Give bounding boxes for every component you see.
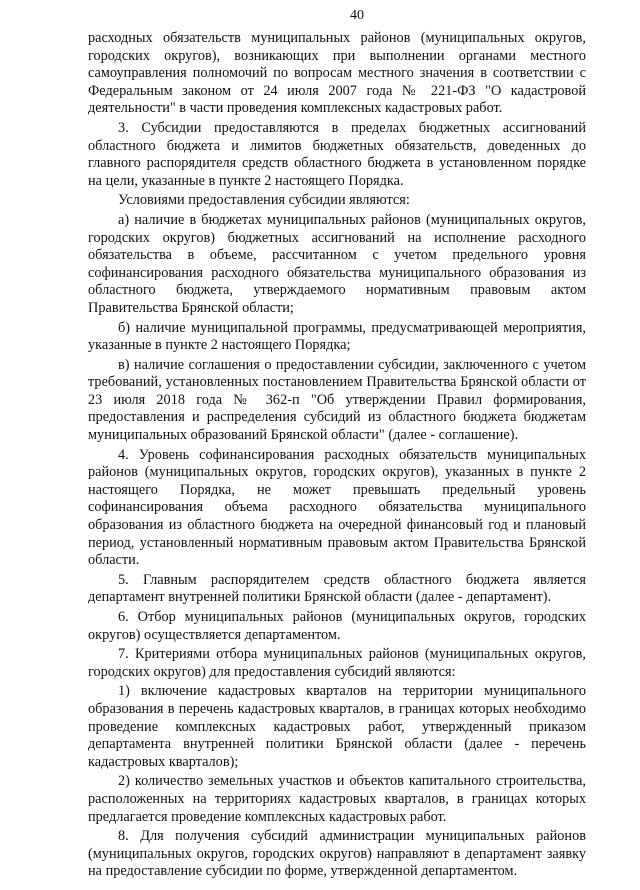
paragraph-item-6: 6. Отбор муниципальных районов (муниципальных округов, городских округов) осуществляется департаментом.: [88, 609, 586, 643]
page-number: 40: [350, 8, 364, 23]
paragraph-item-7: 7. Критериями отбора муниципальных районов (муниципальных округов, городских округов) для предоставления субсидий являются:: [88, 646, 586, 680]
paragraph-condition-b: б) наличие муниципальной программы, предусматривающей мероприятия, указанные в пункте 2 настоящего Порядка;: [88, 319, 586, 354]
paragraph-item-4: 4. Уровень софинансирования расходных обязательств муниципальных районов (муниципальных округов, городских округов), указанных в пункте 2 настоящего Порядка, не может превышать предельный уровень софинансирования объема расходного обязательства муниципального образования из областного бюджета на очередной финансовый год и плановый период, установленный нормативным правовым актом Правительства Брянской области.: [88, 446, 586, 569]
paragraph-item-3: 3. Субсидии предоставляются в пределах бюджетных ассигнований областного бюджета и лимитов бюджетных обязательств, доведенных до главного распорядителя средств областного бюджета в установленном порядке на цели, указанные в пункте 2 настоящего Порядка.: [88, 119, 586, 189]
paragraph-continuation: расходных обязательств муниципальных районов (муниципальных округов, городских округов), возникающих при выполнении органами местного самоуправления полномочий по вопросам местного значения в соответствии с Федеральным законом от 24 июля 2007 года № 221-ФЗ "О кадастровой деятельности" в части проведения комплексных кадастровых работ.: [88, 30, 586, 117]
paragraph-condition-v: в) наличие соглашения о предоставлении субсидии, заключенного с учетом требований, установленных постановлением Правительства Брянской области от 23 июля 2018 года № 362-п "Об утверждении Правил формирования, предоставления и распределения субсидий из областного бюджета бюджетам муниципальных образований Брянской области" (далее - соглашение).: [88, 356, 586, 444]
paragraph-criterion-2: 2) количество земельных участков и объектов капитального строительства, расположенных на территориях кадастровых кварталов, в границах которых предлагается проведение комплексных кадастровых работ.: [88, 773, 586, 825]
paragraph-criterion-1: 1) включение кадастровых кварталов на территории муниципального образования в перечень кадастровых кварталов, в границах которых необходимо проведение комплексных кадастровых работ, утвержденный приказом департамента внутренней политики Брянской области (далее - перечень кадастровых кварталов);: [88, 683, 586, 770]
paragraph-item-5: 5. Главным распорядителем средств областного бюджета является департамент внутренней политики Брянской области (далее - департамент).: [88, 571, 586, 606]
paragraph-conditions-heading: Условиями предоставления субсидии являются:: [118, 192, 410, 209]
paragraph-condition-a: а) наличие в бюджетах муниципальных районов (муниципальных округов, городских округов) бюджетных ассигнований на исполнение расходного обязательства в объеме, рассчитанном с учетом предельного уровня софинансирования расходного обязательства муниципального образования из областного бюджета, утверждаемого нормативным правовым актом Правительства Брянской области;: [88, 211, 586, 316]
paragraph-item-8: 8. Для получения субсидий администрации муниципальных районов (муниципальных округов, городских округов) направляют в департамент заявку на предоставление субсидии по форме, утвержденной департаментом.: [88, 828, 586, 880]
